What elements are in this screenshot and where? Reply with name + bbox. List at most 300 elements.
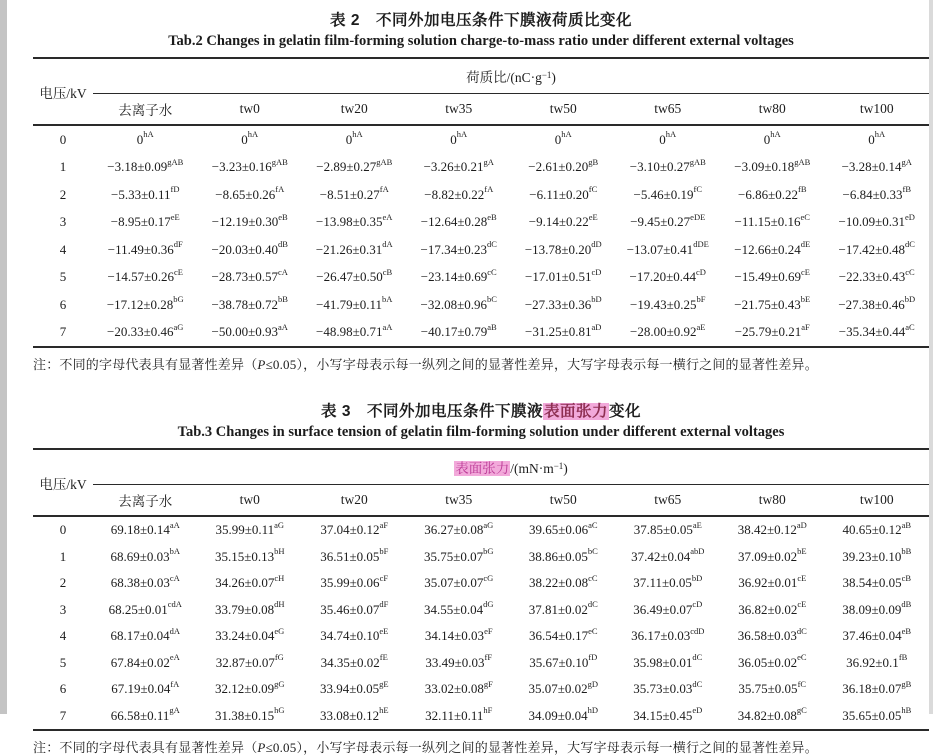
table-row: [33, 570, 929, 597]
data-cell: $-27.38\pm 0.46^{bD}$: [838, 294, 916, 312]
data-cell: $38.22\pm 0.08^{cC}$: [528, 572, 598, 591]
data-cell: $35.75\pm 0.07^{bG}$: [423, 546, 494, 564]
table-row: [33, 209, 929, 237]
significance-superscript: dF: [379, 599, 389, 610]
significance-superscript: fB: [902, 184, 911, 195]
significance-superscript: cD: [696, 266, 706, 277]
data-cell: $68.38\pm 0.03^{cA}$: [110, 572, 180, 591]
data-cell: $-8.51\pm 0.27^{fA}$: [319, 184, 389, 202]
group-header-row: [33, 449, 929, 485]
data-cell: $66.58\pm 0.11^{gA}$: [110, 705, 180, 723]
data-cell: $-8.65\pm 0.26^{fA}$: [215, 184, 285, 202]
significance-superscript: eDE: [690, 211, 706, 222]
data-cell: −12.66±0.24dE: [734, 239, 811, 257]
significance-superscript: cD: [591, 266, 602, 277]
significance-superscript: fC: [797, 678, 807, 689]
data-cell: $-27.33\pm 0.36^{bD}$: [524, 294, 602, 312]
significance-superscript: gAB: [167, 156, 184, 167]
data-cell: $34.74\pm 0.10^{eE}$: [320, 625, 389, 644]
data-cell: $35.15\pm 0.13^{bH}$: [214, 546, 285, 564]
data-cell: $33.79\pm 0.08^{dH}$: [214, 599, 285, 617]
data-cell: $-20.03\pm 0.40^{dB}$: [211, 239, 288, 257]
significance-superscript: gB: [588, 156, 599, 167]
data-cell: $35.73\pm 0.03^{dC}$: [633, 678, 703, 697]
data-cell: $-12.64\pm 0.28^{eB}$: [420, 211, 497, 230]
significance-superscript: fB: [797, 184, 807, 195]
data-cell: $37.42\pm 0.04^{abD}$: [631, 546, 705, 564]
significance-superscript: bB: [901, 546, 912, 557]
data-cell: $31.38\pm 0.15^{hG}$: [214, 705, 285, 723]
data-cell: $-21.26\pm 0.31^{dA}$: [315, 239, 393, 257]
data-cell: $-14.57\pm 0.26^{cE}$: [107, 266, 183, 285]
voltage-cell: 0: [59, 131, 67, 147]
data-cell: $36.51\pm 0.05^{bF}$: [320, 546, 389, 564]
significance-superscript: hG: [274, 705, 285, 716]
significance-superscript: hA: [352, 129, 363, 140]
significance-superscript: aG: [483, 519, 494, 530]
significance-superscript: aC: [905, 321, 915, 332]
significance-superscript: fG: [274, 652, 284, 663]
data-cell: $-6.86\pm 0.22^{fB}$: [738, 184, 807, 202]
data-cell: $-17.12\pm 0.28^{bG}$: [106, 294, 184, 312]
data-cell: $35.99\pm 0.11^{aG}$: [215, 519, 285, 538]
data-cell: $32.11\pm 0.11^{hF}$: [425, 705, 493, 723]
data-cell: $37.46\pm 0.04^{eB}$: [842, 625, 912, 644]
column-header: tw65: [654, 101, 682, 116]
table-row: [33, 650, 929, 677]
data-cell: $-17.34\pm 0.23^{dC}$: [420, 239, 497, 257]
data-cell: $35.67\pm 0.10^{fD}$: [529, 652, 598, 670]
significance-superscript: cH: [274, 572, 285, 583]
significance-superscript: fD: [170, 184, 180, 195]
significance-superscript: bC: [587, 546, 598, 557]
data-cell: $34.14\pm 0.03^{eF}$: [424, 625, 493, 644]
table-row: [33, 264, 929, 292]
significance-superscript: hA: [770, 129, 781, 140]
significance-superscript: eB: [278, 211, 288, 222]
data-cell: $37.85\pm 0.05^{aE}$: [633, 519, 702, 538]
significance-superscript: bB: [278, 294, 288, 305]
significance-superscript: hF: [483, 705, 493, 716]
column-header: tw50: [549, 101, 577, 116]
data-cell: $69.18\pm 0.14^{aA}$: [110, 519, 180, 538]
significance-superscript: eE: [379, 625, 389, 636]
table-row: [33, 236, 929, 264]
significance-superscript: bH: [274, 546, 285, 557]
data-cell: $38.42\pm 0.12^{aD}$: [737, 519, 807, 538]
significance-superscript: fF: [484, 652, 493, 663]
data-cell: $-17.01\pm 0.51^{cD}$: [525, 266, 602, 285]
document-page: [33, 4, 929, 756]
significance-superscript: dDE: [693, 239, 709, 250]
significance-superscript: dF: [173, 239, 183, 250]
data-cell: $-17.20\pm 0.44^{cD}$: [629, 266, 706, 285]
table2-title-cn: 表 2 不同外加电压条件下膜液荷质比变化: [330, 12, 632, 29]
column-header: tw100: [859, 101, 894, 116]
significance-superscript: hE: [379, 705, 389, 716]
significance-superscript: dG: [483, 599, 494, 610]
table-row: [33, 623, 929, 650]
table-row: [33, 154, 929, 182]
unit-exponent: −1: [553, 461, 564, 471]
data-cell: $-21.75\pm 0.43^{bE}$: [734, 294, 811, 312]
significance-superscript: eC: [800, 211, 810, 222]
significance-superscript: gF: [483, 678, 493, 689]
data-cell: $37.09\pm 0.02^{bE}$: [737, 546, 807, 564]
significance-superscript: dC: [692, 678, 703, 689]
significance-superscript: aA: [382, 321, 393, 332]
table-row: [33, 544, 929, 571]
significance-superscript: bA: [169, 546, 181, 557]
significance-superscript: aG: [274, 519, 285, 530]
note-text: ≤0.05），小写字母表示每一纵列之间的显著性差异，大写字母表示每一横行之间的显著性差异。: [265, 357, 818, 372]
significance-superscript: gAB: [271, 156, 288, 167]
significance-superscript: dB: [901, 599, 912, 610]
data-cell: $34.82\pm 0.08^{gC}$: [737, 705, 807, 723]
data-cell: $-32.08\pm 0.96^{bC}$: [420, 294, 497, 312]
significance-superscript: cC: [487, 266, 497, 277]
data-cell: $-15.49\pm 0.69^{cE}$: [734, 266, 810, 285]
data-cell: $0^{hA}$: [345, 129, 363, 147]
data-cell: $38.86\pm 0.05^{bC}$: [528, 546, 598, 564]
significance-superscript: cE: [797, 599, 807, 610]
data-cell: $-3.26\pm 0.21^{gA}$: [423, 156, 494, 175]
data-cell: $36.49\pm 0.07^{cD}$: [633, 599, 703, 617]
significance-superscript: eC: [797, 652, 807, 663]
significance-superscript: cdD: [690, 625, 705, 636]
significance-superscript: eB: [487, 211, 497, 222]
data-cell: $-17.42\pm 0.48^{dC}$: [838, 239, 915, 257]
data-cell: $-6.84\pm 0.33^{fB}$: [842, 184, 911, 202]
data-cell: $-3.10\pm 0.27^{gAB}$: [629, 156, 706, 175]
data-cell: $37.04\pm 0.12^{aF}$: [320, 519, 389, 538]
significance-superscript: dH: [274, 599, 285, 610]
column-header: tw80: [758, 492, 786, 507]
data-cell: $35.07\pm 0.02^{gD}$: [528, 678, 599, 697]
significance-superscript: cC: [588, 572, 598, 583]
data-cell: $-20.33\pm 0.46^{aG}$: [107, 321, 184, 340]
column-header: tw50: [549, 492, 577, 507]
data-cell: $-22.33\pm 0.43^{cC}$: [838, 266, 915, 285]
data-cell: $-40.17\pm 0.79^{aB}$: [420, 321, 497, 340]
data-cell: $-13.98\pm 0.35^{eA}$: [316, 211, 393, 230]
significance-superscript: fC: [588, 184, 598, 195]
p-symbol: P: [257, 357, 266, 372]
column-header: tw20: [340, 492, 368, 507]
data-cell: $0^{hA}$: [554, 129, 572, 147]
significance-superscript: aD: [796, 519, 807, 530]
significance-superscript: hA: [143, 129, 154, 140]
significance-superscript: bE: [800, 294, 811, 305]
data-cell: $-13.07\pm 0.41^{dDE}$: [626, 239, 709, 257]
data-cell: $32.12\pm 0.09^{gG}$: [214, 678, 285, 697]
significance-superscript: hA: [874, 129, 886, 140]
significance-superscript: abD: [690, 546, 705, 557]
significance-superscript: gG: [274, 678, 285, 689]
voltage-header: 电压/kV: [39, 476, 87, 492]
data-cell: $0^{hA}$: [241, 129, 259, 147]
significance-superscript: hB: [901, 705, 912, 716]
data-cell: $32.87\pm 0.07^{fG}$: [215, 652, 284, 670]
data-cell: $37.81\pm 0.02^{dC}$: [528, 599, 598, 617]
significance-superscript: hA: [247, 129, 259, 140]
data-cell: $-50.00\pm 0.93^{aA}$: [211, 321, 288, 340]
significance-superscript: aF: [801, 321, 810, 332]
data-cell: $-26.47\pm 0.50^{cB}$: [316, 266, 393, 285]
significance-superscript: cB: [901, 572, 912, 583]
significance-superscript: cA: [169, 572, 180, 583]
significance-superscript: aA: [169, 519, 180, 530]
data-cell: $-31.25\pm 0.81^{aD}$: [525, 321, 602, 340]
page-edge-left: [0, 0, 7, 714]
unit-suffix: ): [563, 461, 568, 476]
data-cell: $-25.79\pm 0.21^{aF}$: [734, 321, 810, 340]
significance-superscript: hD: [587, 705, 599, 716]
significance-superscript: fE: [379, 652, 388, 663]
significance-superscript: bD: [691, 572, 703, 583]
significance-superscript: cA: [278, 266, 288, 277]
data-cell: $35.65\pm 0.05^{hB}$: [842, 705, 912, 723]
data-cell: $-9.45\pm 0.27^{eDE}$: [630, 211, 706, 230]
data-cell: $40.65\pm 0.12^{aB}$: [842, 519, 912, 538]
significance-superscript: gD: [587, 678, 599, 689]
column-header: tw20: [340, 101, 368, 116]
significance-superscript: bF: [696, 294, 706, 305]
data-cell: $68.25\pm 0.01^{cdA}$: [108, 599, 182, 617]
significance-superscript: gA: [483, 156, 494, 167]
data-cell: $-35.34\pm 0.44^{aC}$: [838, 321, 915, 340]
data-cell: $36.92\pm 0.1^{fB}$: [846, 652, 908, 670]
column-header: tw35: [445, 101, 473, 116]
significance-superscript: fA: [170, 678, 180, 689]
table-row: [33, 703, 929, 731]
significance-superscript: aG: [173, 321, 184, 332]
data-cell: $39.65\pm 0.06^{aC}$: [528, 519, 598, 538]
voltage-cell: 3: [59, 601, 67, 617]
data-cell: $36.18\pm 0.07^{gB}$: [842, 678, 912, 697]
subheader-row: [33, 485, 929, 517]
significance-superscript: bF: [379, 546, 389, 557]
group-header-row: [33, 58, 929, 94]
voltage-cell: 1: [59, 159, 67, 175]
data-cell: $-5.46\pm 0.19^{fC}$: [633, 184, 702, 202]
table2-note: [33, 354, 929, 373]
voltage-cell: 0: [59, 522, 67, 538]
highlighted-term: 表面张力: [543, 403, 608, 420]
table-row: [33, 291, 929, 319]
significance-superscript: fA: [275, 184, 285, 195]
significance-superscript: fA: [484, 184, 494, 195]
table2-title-en: Tab.2 Changes in gelatin film-forming solution charge-to-mass ratio under different external voltages: [168, 33, 794, 49]
column-header: tw0: [239, 101, 260, 116]
data-cell: $68.69\pm 0.03^{bA}$: [110, 546, 181, 564]
unit-prefix: /(mN·m: [510, 461, 554, 476]
data-cell: $36.82\pm 0.02^{cE}$: [738, 599, 807, 617]
column-header: 去离子水: [118, 494, 173, 509]
significance-superscript: cD: [692, 599, 703, 610]
significance-superscript: gB: [901, 678, 912, 689]
column-header: tw100: [859, 492, 894, 507]
voltage-header: 电压/kV: [39, 85, 87, 101]
significance-superscript: gAB: [689, 156, 706, 167]
data-cell: $35.98\pm 0.01^{dC}$: [633, 652, 703, 670]
data-cell: $36.05\pm 0.02^{eC}$: [737, 652, 807, 670]
significance-superscript: aD: [591, 321, 602, 332]
data-cell: $-19.43\pm 0.25^{bF}$: [630, 294, 706, 312]
data-cell: $0^{hA}$: [136, 129, 154, 147]
data-cell: $33.94\pm 0.05^{gE}$: [319, 678, 389, 697]
data-cell: $36.58\pm 0.03^{dC}$: [737, 625, 807, 644]
note-text: 注：不同的字母代表具有显著性差异（: [33, 357, 258, 372]
data-cell: $36.17\pm 0.03^{cdD}$: [631, 625, 705, 644]
significance-superscript: aA: [278, 321, 288, 332]
significance-superscript: dC: [796, 625, 807, 636]
significance-superscript: fC: [693, 184, 702, 195]
significance-superscript: dC: [487, 239, 497, 250]
data-cell: $67.19\pm 0.04^{fA}$: [111, 678, 180, 697]
significance-superscript: fB: [898, 652, 908, 663]
significance-superscript: bE: [797, 546, 807, 557]
voltage-cell: 7: [59, 324, 67, 340]
charge-ratio-group-header: [93, 58, 929, 94]
significance-superscript: eC: [588, 625, 598, 636]
note-text: ≤0.05），小写字母表示每一纵列之间的显著性差异，大写字母表示每一横行之间的显著性差异。: [265, 740, 818, 755]
title-text: 表 3 不同外加电压条件下膜液: [321, 403, 543, 420]
data-cell: $36.92\pm 0.01^{cE}$: [738, 572, 807, 591]
data-cell: $0^{hA}$: [763, 129, 781, 147]
significance-superscript: bC: [487, 294, 497, 305]
title-text: 变化: [608, 403, 641, 420]
significance-superscript: aF: [379, 519, 389, 530]
significance-superscript: gAB: [376, 156, 393, 167]
unit-suffix: ): [551, 70, 556, 85]
data-cell: $-12.19\pm 0.30^{eB}$: [211, 211, 288, 230]
column-header: 去离子水: [118, 103, 173, 118]
significance-superscript: dC: [587, 599, 598, 610]
significance-superscript: aE: [696, 321, 706, 332]
significance-superscript: cdA: [167, 599, 182, 610]
data-cell: $0^{hA}$: [868, 129, 886, 147]
significance-superscript: eE: [170, 211, 180, 222]
significance-superscript: aB: [487, 321, 497, 332]
significance-superscript: gA: [901, 156, 912, 167]
table-row: [33, 125, 929, 154]
data-cell: $-3.18\pm 0.09^{gAB}$: [107, 156, 184, 175]
data-cell: $-38.78\pm 0.72^{bB}$: [211, 294, 288, 312]
data-cell: $-5.33\pm 0.11^{fD}$: [111, 184, 180, 202]
significance-superscript: aE: [692, 519, 702, 530]
significance-superscript: eE: [588, 211, 598, 222]
significance-superscript: eB: [901, 625, 912, 636]
significance-superscript: eG: [274, 625, 285, 636]
data-cell: $-41.79\pm 0.11^{bA}$: [316, 294, 393, 312]
significance-superscript: bA: [382, 294, 393, 305]
voltage-cell: 2: [59, 575, 67, 591]
data-cell: $39.23\pm 0.10^{bB}$: [842, 546, 912, 564]
section-gap: [33, 373, 929, 395]
voltage-cell: 6: [59, 681, 67, 697]
data-cell: $-6.11\pm 0.20^{fC}$: [529, 184, 598, 202]
table-row: [33, 319, 929, 348]
surface-tension-table: [33, 448, 929, 731]
significance-superscript: cB: [382, 266, 393, 277]
significance-superscript: gC: [796, 705, 807, 716]
significance-superscript: cF: [379, 572, 389, 583]
data-cell: $0^{hA}$: [659, 129, 677, 147]
subheader-row: [33, 94, 929, 126]
significance-superscript: bG: [173, 294, 184, 305]
data-cell: $35.99\pm 0.06^{cF}$: [320, 572, 389, 591]
unit-exponent: −1: [541, 70, 552, 80]
significance-superscript: eD: [905, 211, 915, 222]
note-text: 注：不同的字母代表具有显著性差异（: [33, 740, 258, 755]
data-cell: $33.08\pm 0.12^{hE}$: [319, 705, 389, 723]
table-row: [33, 516, 929, 544]
significance-superscript: cE: [174, 266, 183, 277]
significance-superscript: hA: [665, 129, 677, 140]
significance-superscript: dC: [905, 239, 915, 250]
significance-superscript: dD: [591, 239, 602, 250]
significance-superscript: dB: [278, 239, 288, 250]
voltage-cell: 7: [59, 707, 67, 723]
significance-superscript: gAB: [794, 156, 811, 167]
data-cell: $-23.14\pm 0.69^{cC}$: [420, 266, 497, 285]
significance-superscript: fA: [379, 184, 389, 195]
table3-title-cn: [33, 399, 929, 421]
significance-superscript: eF: [484, 625, 493, 636]
unit-prefix: 荷质比/(nC·g: [466, 70, 542, 85]
voltage-cell: 5: [59, 269, 67, 285]
significance-superscript: dE: [800, 239, 811, 250]
data-cell: $33.49\pm 0.03^{fF}$: [425, 652, 493, 670]
significance-superscript: cC: [905, 266, 915, 277]
data-cell: $37.11\pm 0.05^{bD}$: [633, 572, 703, 591]
data-cell: $34.15\pm 0.45^{eD}$: [633, 705, 703, 723]
data-cell: $-3.23\pm 0.16^{gAB}$: [211, 156, 288, 175]
significance-superscript: dC: [692, 652, 703, 663]
data-cell: $-48.98\pm 0.71^{aA}$: [316, 321, 393, 340]
column-header: tw65: [654, 492, 682, 507]
data-cell: $68.17\pm 0.04^{dA}$: [110, 625, 181, 644]
significance-superscript: cE: [797, 572, 807, 583]
significance-superscript: aC: [588, 519, 598, 530]
voltage-cell: 6: [59, 296, 67, 312]
significance-superscript: aB: [901, 519, 912, 530]
data-cell: $-11.15\pm 0.16^{eC}$: [734, 211, 810, 230]
data-cell: $-13.78\pm 0.20^{dD}$: [524, 239, 602, 257]
significance-superscript: cG: [483, 572, 494, 583]
data-cell: $-2.61\pm 0.20^{gB}$: [528, 156, 599, 175]
column-header: tw35: [445, 492, 473, 507]
surface-tension-group-header: [93, 449, 929, 485]
significance-superscript: bG: [483, 546, 494, 557]
table-row: [33, 597, 929, 624]
table-row: [33, 676, 929, 703]
data-cell: $36.54\pm 0.17^{eC}$: [528, 625, 598, 644]
voltage-cell: 4: [59, 628, 67, 644]
voltage-cell: 3: [59, 214, 67, 230]
data-cell: $-8.95\pm 0.17^{eE}$: [110, 211, 180, 230]
data-cell: $-3.09\pm 0.18^{gAB}$: [734, 156, 811, 175]
table-row: [33, 181, 929, 209]
data-cell: $0^{hA}$: [450, 129, 468, 147]
data-cell: $35.75\pm 0.05^{fC}$: [738, 678, 807, 697]
voltage-cell: 4: [59, 241, 67, 257]
voltage-cell: 1: [59, 548, 67, 564]
significance-superscript: gE: [379, 678, 389, 689]
data-cell: $-3.28\pm 0.14^{gA}$: [841, 156, 912, 175]
column-header: tw0: [239, 492, 260, 507]
